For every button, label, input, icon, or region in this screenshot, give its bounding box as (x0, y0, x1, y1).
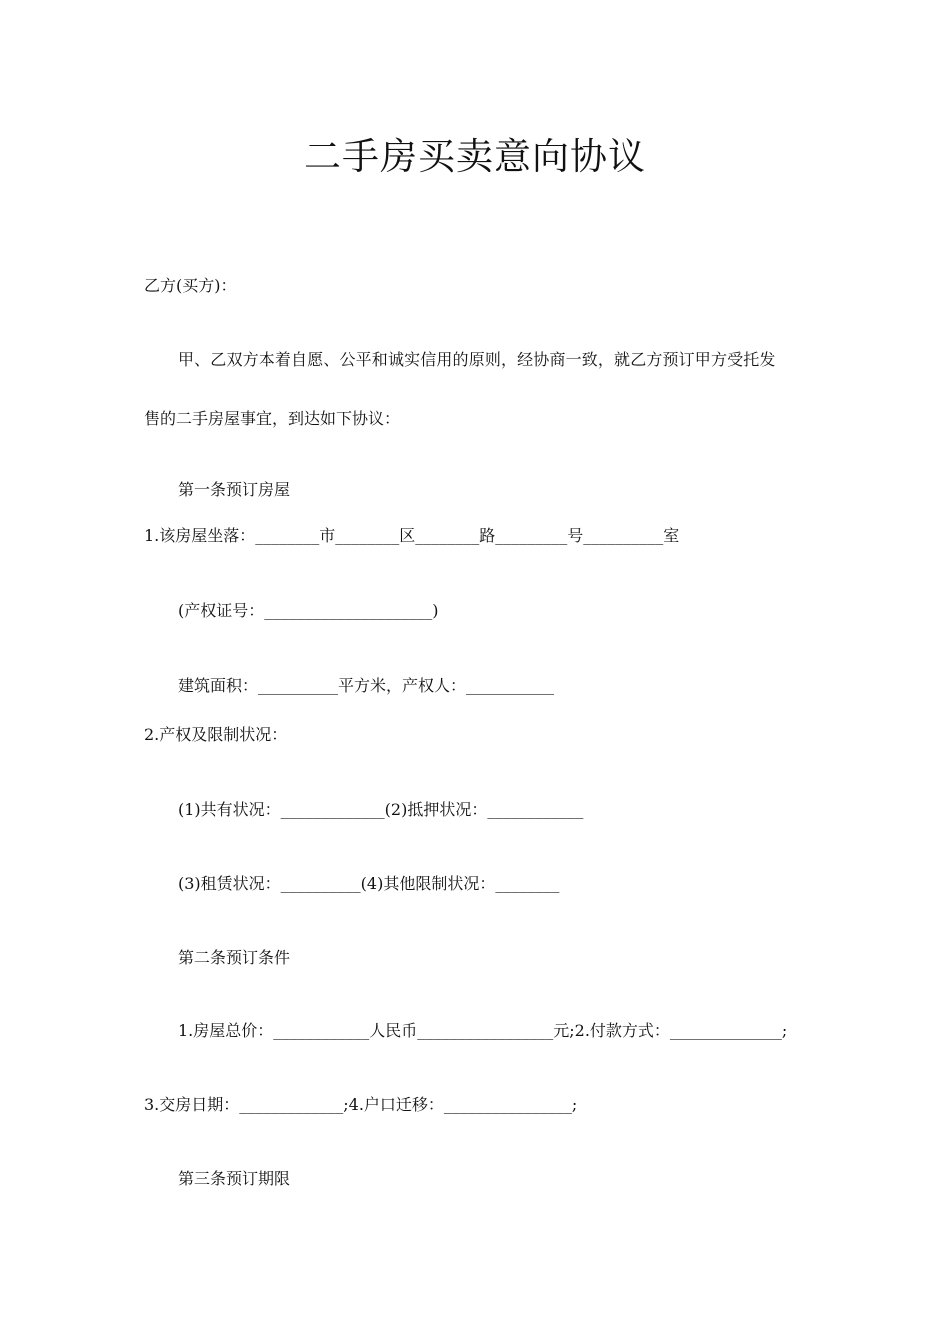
article-2-heading: 第二条预订条件 (178, 948, 291, 967)
price-payment-line: 1.房屋总价：____________人民币_________________元;2.付款方式：______________; (178, 1021, 788, 1040)
ownership-restrictions-heading: 2.产权及限制状况： (144, 725, 288, 744)
floor-area-owner-line: 建筑面积：__________平方米，产权人：___________ (178, 676, 555, 695)
preamble-line-2: 售的二手房屋事宜，到达如下协议： (144, 409, 401, 428)
party-b-label: 乙方(买方)： (144, 276, 237, 295)
property-location-line: 1.该房屋坐落：________市________区________路_________号__________室 (144, 526, 680, 545)
article-3-heading: 第三条预订期限 (178, 1169, 291, 1188)
lease-other-restrictions-line: (3)租赁状况：__________(4)其他限制状况：________ (178, 874, 560, 893)
handover-household-line: 3.交房日期：_____________;4.户口迁移：________________; (144, 1095, 578, 1114)
preamble-line-1: 甲、乙双方本着自愿、公平和诚实信用的原则，经协商一致，就乙方预订甲方受托发 (178, 350, 776, 369)
document-title: 二手房买卖意向协议 (304, 135, 646, 178)
certificate-number-line: (产权证号：_____________________) (178, 601, 439, 620)
article-1-heading: 第一条预订房屋 (178, 480, 291, 499)
co-ownership-mortgage-line: (1)共有状况：_____________(2)抵押状况：____________ (178, 800, 584, 819)
